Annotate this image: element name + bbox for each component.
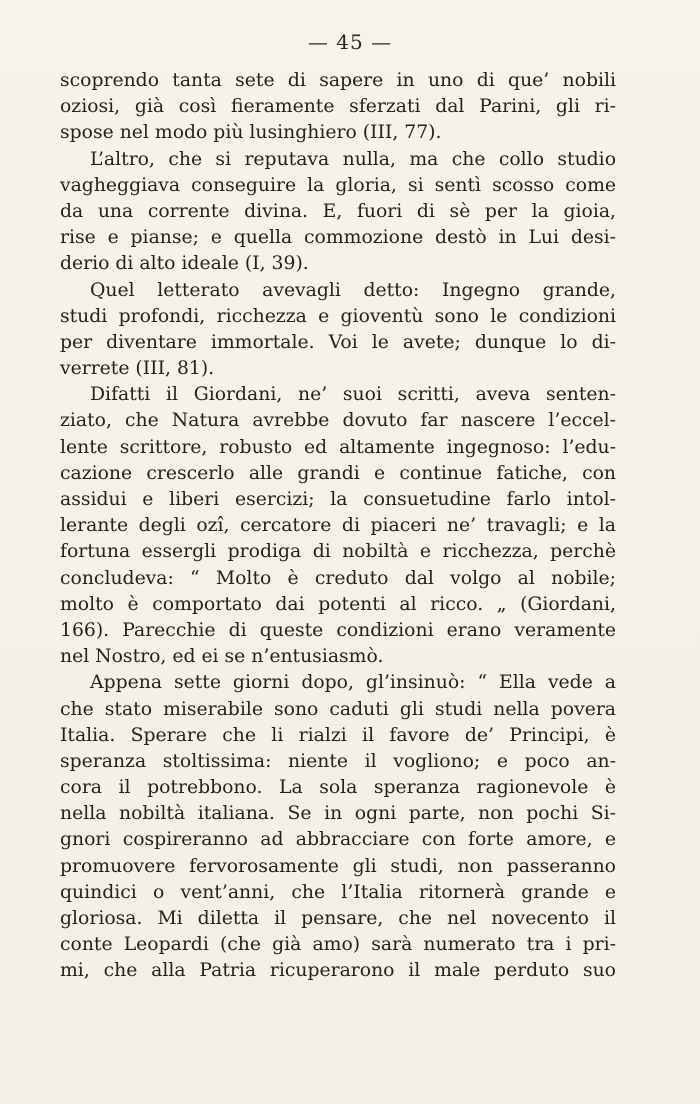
text-line: lente scrittore, robusto ed altamente ingegnoso: l’edu- (60, 436, 616, 458)
text-line: spose nel modo più lusinghiero (III, 77). (60, 122, 442, 144)
text-line: derio di alto ideale (I, 39). (60, 253, 309, 275)
text-line: oziosi, già così fieramente sferzati dal Parini, gli ri- (60, 96, 616, 118)
text-line: L’altro, che si reputava nulla, ma che collo studio (90, 148, 616, 170)
text-line: quindici o vent’anni, che l’Italia ritornerà grande e (60, 881, 616, 903)
text-line: scoprendo tanta sete di sapere in uno di que’ nobili (60, 70, 616, 91)
text-line: verrete (III, 81). (60, 358, 215, 380)
text-line: lerante degli ozî, cercatore di piaceri ne’ travagli; e la (60, 515, 616, 537)
text-line: Quel letterato avevagli detto: Ingegno grande, (90, 279, 616, 301)
text-line: concludeva: “ Molto è creduto dal volgo al nobile; (60, 567, 616, 589)
text-line: 166). Parecchie di queste condizioni erano veramente (60, 619, 616, 641)
text-line: fortuna essergli prodiga di nobiltà e ricchezza, perchè (60, 541, 616, 563)
text-line: che stato miserabile sono caduti gli studi nella povera (60, 698, 616, 720)
text-line: vagheggiava conseguire la gloria, si sentì scosso come (60, 174, 616, 196)
text-line: rise e pianse; e quella commozione destò in Lui desi- (60, 227, 616, 249)
text-line: nella nobiltà italiana. Se in ogni parte, non pochi Si- (60, 803, 616, 825)
text-line: gnori cospireranno ad abbracciare con forte amore, e (60, 829, 616, 851)
body-text (60, 68, 616, 985)
text-line: mi, che alla Patria ricuperarono il male perduto suo (60, 960, 616, 982)
text-line: gloriosa. Mi diletta il pensare, che nel novecento il (60, 908, 616, 929)
text-line: studi profondi, ricchezza e gioventù sono le condizioni (60, 305, 616, 327)
text-line: assidui e liberi esercizi; la consuetudine farlo intol- (60, 489, 616, 510)
text-line: per diventare immortale. Voi le avete; dunque lo di- (60, 331, 616, 353)
text-line: promuovere fervorosamente gli studi, non passeranno (60, 855, 616, 877)
text-line: molto è comportato dai potenti al ricco. „ (Giordani, (60, 593, 616, 615)
text-line: ziato, che Natura avrebbe dovuto far nascere l’eccel- (60, 410, 616, 432)
text-line: conte Leopardi (che già amo) sarà numerato tra i pri- (60, 934, 616, 956)
text-line: Italia. Sperare che li rialzi il favore de’ Principi, è (60, 724, 616, 746)
text-line: Appena sette giorni dopo, gl’insinuò: “ Ella vede a (90, 672, 616, 694)
text-line: da una corrente divina. E, fuori di sè per la gioia, (60, 200, 616, 222)
text-line: speranza stoltissima: niente il vogliono; e poco an- (60, 750, 616, 772)
page-number: — 45 — (307, 30, 393, 54)
text-line: nel Nostro, ed ei se n’entusiasmò. (60, 646, 384, 668)
text-line: cora il potrebbono. La sola speranza ragionevole è (60, 777, 616, 799)
text-line: Difatti il Giordani, ne’ suoi scritti, aveva senten- (90, 384, 616, 406)
text-line: cazione crescerlo alle grandi e continue fatiche, con (60, 462, 616, 484)
